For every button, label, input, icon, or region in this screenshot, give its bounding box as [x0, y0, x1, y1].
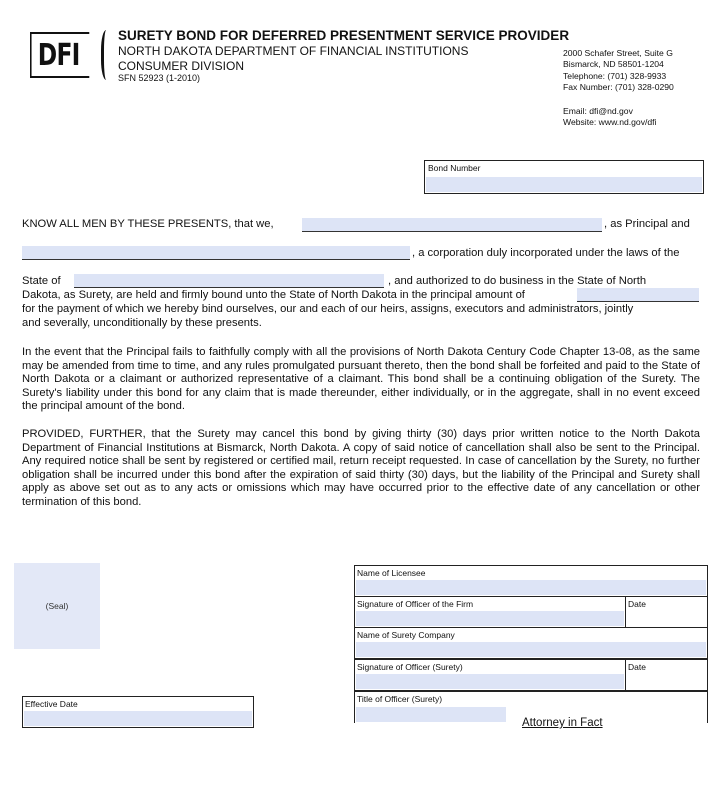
- effective-date-label: Effective Date: [25, 699, 78, 709]
- effective-date-input[interactable]: [24, 711, 252, 726]
- firm-signature-row: [354, 596, 626, 628]
- surety-signature-row: [354, 659, 626, 691]
- intro-line3-end: , and authorized to do business in the State of North: [388, 275, 647, 287]
- telephone: Telephone: (701) 328-9933: [563, 71, 667, 81]
- state-of-incorporation-field[interactable]: [22, 246, 410, 260]
- form-number: SFN 52923 (1-2010): [118, 73, 201, 83]
- date-label-2: Date: [628, 662, 646, 672]
- seal-label: (Seal): [45, 601, 69, 611]
- email: Email: dfi@nd.gov: [563, 106, 633, 116]
- intro-line1-start: KNOW ALL MEN BY THESE PRESENTS, that we,: [22, 218, 274, 230]
- attorney-in-fact-label: Attorney in Fact: [522, 717, 603, 729]
- date-label-1: Date: [628, 599, 646, 609]
- fax-number: Fax Number: (701) 328-0290: [563, 82, 674, 92]
- intro-line1-end: , as Principal and: [604, 218, 690, 230]
- logo-text: DFI: [37, 37, 80, 73]
- intro-line4: Dakota, as Surety, are held and firmly bound unto the State of North Dakota in the principal amount of: [22, 289, 525, 301]
- licensee-name-label: Name of Licensee: [357, 568, 426, 578]
- intro-line2-end: , a corporation duly incorporated under the laws of the: [412, 247, 680, 259]
- date-row-1: [625, 596, 708, 628]
- department-name: NORTH DAKOTA DEPARTMENT OF FINANCIAL INSTITUTIONS: [118, 44, 469, 58]
- surety-name-label: Name of Surety Company: [357, 630, 455, 640]
- dfi-logo: [30, 32, 89, 78]
- date-row-2: [625, 659, 708, 691]
- bond-number-input[interactable]: [426, 177, 702, 192]
- licensee-name-row: [354, 565, 708, 597]
- firm-signature-input[interactable]: [356, 611, 624, 626]
- officer-title-input[interactable]: [356, 707, 506, 722]
- bond-number-label: Bond Number: [428, 163, 481, 173]
- intro-line5: for the payment of which we hereby bind ourselves, our and each of our heirs, assigns, executors and administrators, jointly: [22, 303, 634, 315]
- surety-state-field[interactable]: [74, 274, 384, 288]
- logo-bracket: [101, 30, 114, 80]
- form-title: SURETY BOND FOR DEFERRED PRESENTMENT SERVICE PROVIDER: [118, 28, 570, 43]
- principal-name-field[interactable]: [302, 218, 602, 232]
- principal-amount-field[interactable]: [577, 288, 699, 302]
- intro-line3-start: State of: [22, 275, 61, 287]
- forfeiture-paragraph: In the event that the Principal fails to faithfully comply with all the provisions of North Dakota Century Code Chapter 13-08, as the same may be amended from time to time, and any rules promulgated pursuant thereto, then the bond shall be forfeited and paid to the State of North Dakota or a claimant or authorized representative of a claimant. This bond shall be a continuing obligation of the Surety. The Surety's liability under this bond for any claim that is made thereunder, either individually, or in the aggregate, shall in no event exceed the principal amount of the bond.: [22, 346, 700, 413]
- surety-signature-input[interactable]: [356, 674, 624, 689]
- seal-area[interactable]: [14, 563, 100, 649]
- officer-title-label: Title of Officer (Surety): [357, 694, 443, 704]
- firm-signature-label: Signature of Officer of the Firm: [357, 599, 474, 609]
- surety-name-row: [354, 627, 708, 659]
- effective-date-box: [22, 696, 254, 728]
- bond-number-box: [424, 160, 704, 194]
- address-line: Bismarck, ND 58501-1204: [563, 59, 664, 69]
- licensee-name-input[interactable]: [356, 580, 706, 595]
- intro-line6: and severally, unconditionally by these presents.: [22, 317, 262, 329]
- cancellation-paragraph: PROVIDED, FURTHER, that the Surety may cancel this bond by giving thirty (30) days prior written notice to the North Dakota Department of Financial Institutions at Bismarck, North Dakota. A copy of said notice of cancellation shall also be sent to the Principal. Any required notice shall be sent by registered or certified mail, return receipt requested. In case of cancellation by the Surety, no further obligation shall be incurred under this bond after the expiration of said thirty (30) days, but the liability of the Principal and Surety shall apply as above set out as to any acts or omissions which may have occurred prior to the effective date of any cancellation or other termination of this bond.: [22, 428, 700, 508]
- address-line: 2000 Schafer Street, Suite G: [563, 48, 673, 58]
- website: Website: www.nd.gov/dfi: [563, 117, 657, 127]
- surety-name-input[interactable]: [356, 642, 706, 657]
- surety-signature-label: Signature of Officer (Surety): [357, 662, 463, 672]
- division-name: CONSUMER DIVISION: [118, 59, 245, 73]
